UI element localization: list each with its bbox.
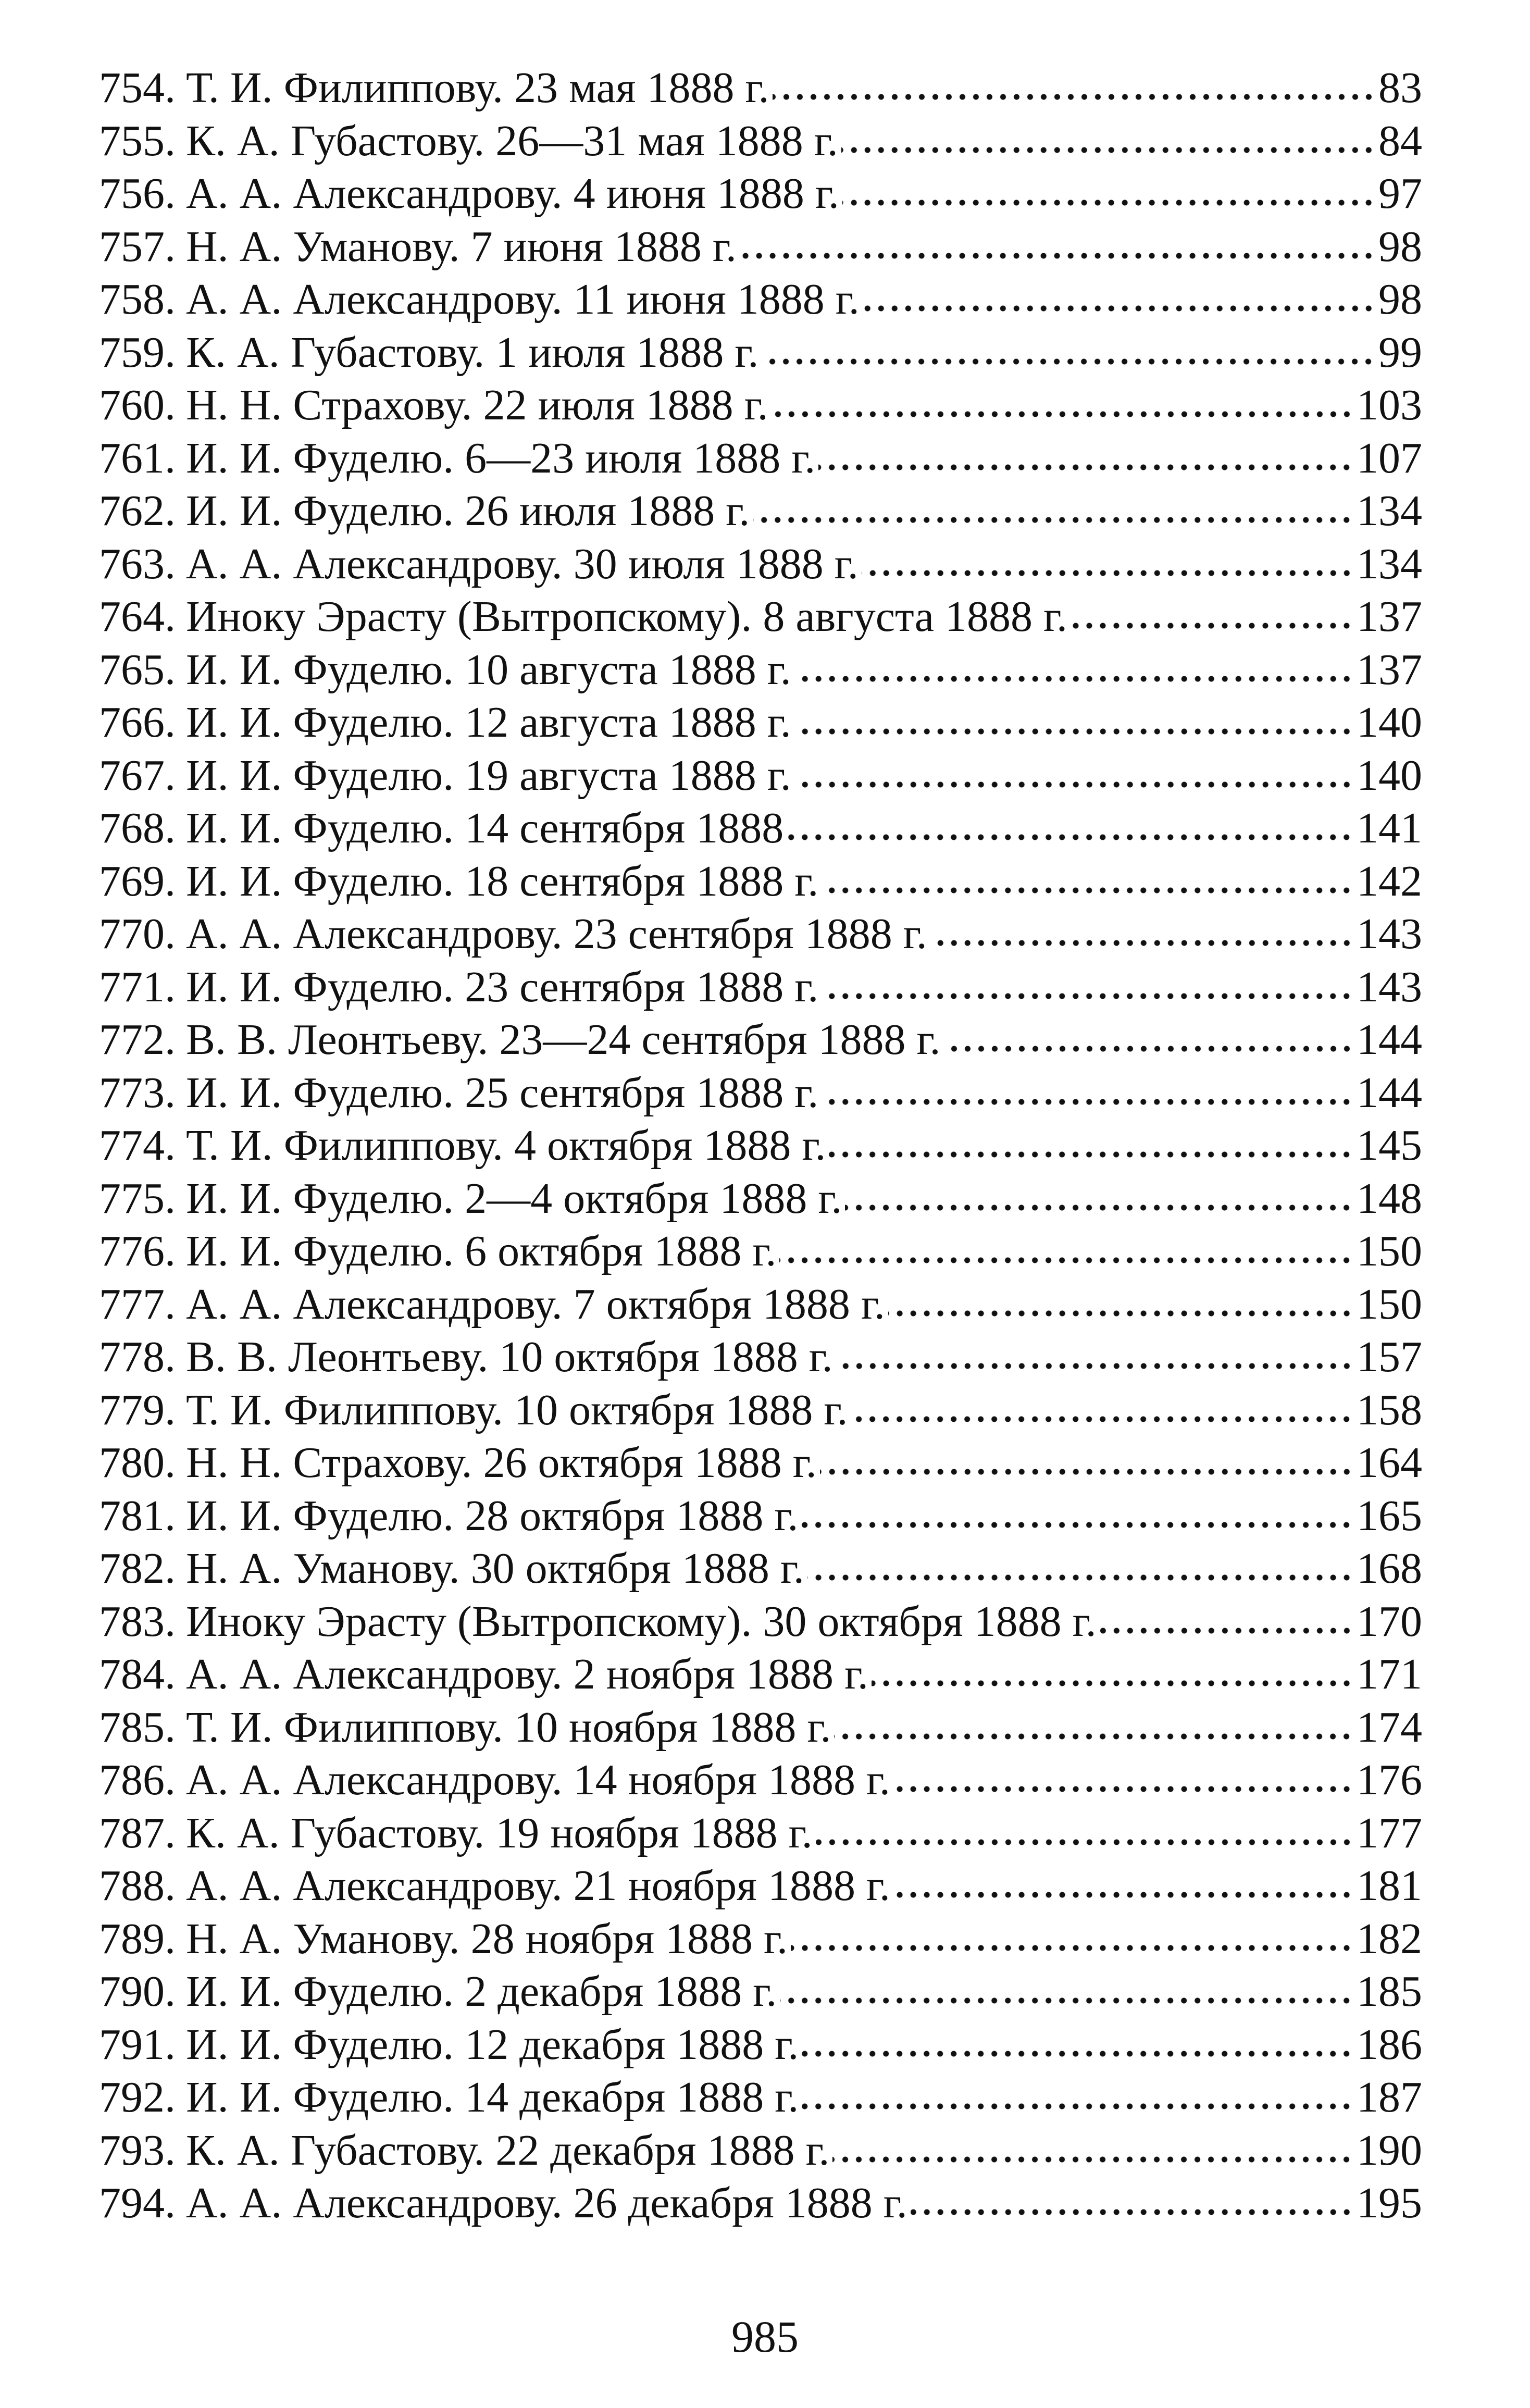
dot-leader <box>802 2049 1353 2059</box>
entry-page: 176 <box>1357 1756 1422 1804</box>
entry-title: И. И. Фуделю. 2 декабря 1888 г. <box>186 1967 777 2016</box>
entry-title: А. А. Александрову. 26 декабря 1888 г. <box>186 2179 907 2227</box>
entry-page: 187 <box>1357 2073 1422 2121</box>
dot-leader <box>842 197 1375 208</box>
toc-entry <box>99 749 1422 802</box>
dot-leader <box>822 1097 1353 1107</box>
entry-title: И. И. Фуделю. 28 октября 1888 г. <box>186 1491 799 1540</box>
dot-leader <box>818 462 1353 473</box>
entry-page: 145 <box>1357 1121 1422 1170</box>
dot-leader <box>851 1414 1353 1424</box>
entry-title: Иноку Эрасту (Вытропскому). 8 августа 1888 г. <box>186 592 1068 641</box>
entry-number: 786. <box>99 1756 176 1804</box>
entry-page: 143 <box>1357 962 1422 1011</box>
entry-number: 778. <box>99 1333 176 1381</box>
entry-title: А. А. Александрову. 7 октября 1888 г. <box>186 1280 885 1329</box>
entry-title: И. И. Фуделю. 25 сентября 1888 г. <box>186 1068 819 1117</box>
toc-entry <box>99 1066 1422 1120</box>
dot-leader <box>794 726 1353 737</box>
entry-title: И. И. Фуделю. 10 августа 1888 г. <box>186 645 791 694</box>
entry-title: К. А. Губастову. 19 ноября 1888 г. <box>186 1808 813 1857</box>
entry-number: 791. <box>99 2020 176 2069</box>
toc-entry <box>99 1542 1422 1595</box>
entry-number: 794. <box>99 2179 176 2227</box>
toc-entry <box>99 1172 1422 1225</box>
toc-entry <box>99 2018 1422 2071</box>
toc-entry <box>99 1595 1422 1648</box>
entry-page: 148 <box>1357 1174 1422 1223</box>
entry-title: В. В. Леонтьеву. 10 октября 1888 г. <box>186 1333 833 1381</box>
entry-number: 761. <box>99 433 176 482</box>
dot-leader <box>791 1943 1353 1953</box>
entry-number: 766. <box>99 698 176 747</box>
dot-leader <box>893 1784 1353 1794</box>
entry-page: 140 <box>1357 698 1422 747</box>
toc-entry <box>99 61 1422 115</box>
entry-page: 150 <box>1357 1280 1422 1329</box>
entry-page: 97 <box>1378 169 1422 218</box>
entry-page: 98 <box>1378 275 1422 324</box>
entry-number: 792. <box>99 2073 176 2121</box>
dot-leader <box>787 832 1353 842</box>
entry-title: И. И. Фуделю. 12 августа 1888 г. <box>186 698 791 747</box>
entry-number: 770. <box>99 910 176 958</box>
entry-number: 776. <box>99 1227 176 1275</box>
dot-leader <box>863 303 1375 314</box>
toc-entry <box>99 643 1422 697</box>
entry-page: 98 <box>1378 222 1422 271</box>
toc-entry <box>99 167 1422 220</box>
toc-entry <box>99 1965 1422 2018</box>
dot-leader <box>841 145 1375 155</box>
entry-title: Иноку Эрасту (Вытропскому). 30 октября 1888 г. <box>186 1597 1097 1646</box>
entry-page: 83 <box>1378 64 1422 112</box>
toc-entry <box>99 326 1422 379</box>
entry-number: 772. <box>99 1015 176 1064</box>
entry-number: 783. <box>99 1597 176 1646</box>
toc-entry <box>99 1278 1422 1331</box>
entry-page: 170 <box>1357 1597 1422 1646</box>
entry-title: И. И. Фуделю. 19 августа 1888 г. <box>186 751 791 800</box>
entry-page: 137 <box>1357 592 1422 641</box>
entry-title: Н. А. Уманову. 7 июня 1888 г. <box>186 222 737 271</box>
dot-leader <box>829 1149 1353 1160</box>
dot-leader <box>834 1731 1353 1742</box>
toc-entry <box>99 908 1422 961</box>
entry-title: И. И. Фуделю. 6 октября 1888 г. <box>186 1227 777 1275</box>
entry-page: 143 <box>1357 910 1422 958</box>
entry-number: 763. <box>99 539 176 588</box>
entry-number: 784. <box>99 1650 176 1698</box>
toc-entry <box>99 1013 1422 1066</box>
dot-leader <box>794 779 1353 790</box>
toc-entry <box>99 961 1422 1014</box>
toc-entry <box>99 1225 1422 1278</box>
entry-title: А. А. Александрову. 23 сентября 1888 г. <box>186 910 927 958</box>
dot-leader <box>780 1995 1353 2006</box>
entry-page: 165 <box>1357 1491 1422 1540</box>
toc-entry <box>99 485 1422 538</box>
entry-number: 755. <box>99 116 176 165</box>
entry-title: И. И. Фуделю. 23 сентября 1888 г. <box>186 962 819 1011</box>
entry-page: 141 <box>1357 804 1422 852</box>
entry-number: 760. <box>99 381 176 429</box>
entry-page: 157 <box>1357 1333 1422 1381</box>
toc-entry <box>99 2071 1422 2124</box>
toc-entry <box>99 1331 1422 1384</box>
entry-page: 140 <box>1357 751 1422 800</box>
entry-number: 788. <box>99 1861 176 1910</box>
dot-leader <box>872 1678 1353 1689</box>
entry-number: 785. <box>99 1703 176 1752</box>
dot-leader <box>862 568 1353 578</box>
entry-page: 171 <box>1357 1650 1422 1698</box>
entry-page: 134 <box>1357 539 1422 588</box>
toc-entry <box>99 1913 1422 1966</box>
entry-number: 767. <box>99 751 176 800</box>
entry-title: К. А. Губастову. 22 декабря 1888 г. <box>186 2126 830 2175</box>
dot-leader <box>801 1520 1353 1530</box>
entry-title: И. И. Фуделю. 18 сентября 1888 г. <box>186 857 819 905</box>
table-of-contents <box>99 61 1422 2230</box>
toc-entry <box>99 1701 1422 1754</box>
entry-title: А. А. Александрову. 11 июня 1888 г. <box>186 275 860 324</box>
dot-leader <box>816 1837 1353 1847</box>
dot-leader <box>794 674 1353 684</box>
entry-number: 754. <box>99 64 176 112</box>
entry-number: 757. <box>99 222 176 271</box>
entry-number: 787. <box>99 1808 176 1857</box>
entry-number: 769. <box>99 857 176 905</box>
entry-page: 185 <box>1357 1967 1422 2016</box>
dot-leader <box>820 1467 1353 1477</box>
entry-title: Т. И. Филиппову. 10 октября 1888 г. <box>186 1385 848 1434</box>
entry-number: 775. <box>99 1174 176 1223</box>
entry-page: 182 <box>1357 1914 1422 1963</box>
entry-number: 780. <box>99 1438 176 1487</box>
entry-page: 134 <box>1357 487 1422 535</box>
toc-entry <box>99 2177 1422 2230</box>
entry-page: 158 <box>1357 1385 1422 1434</box>
dot-leader <box>807 1572 1353 1583</box>
toc-entry <box>99 1384 1422 1437</box>
toc-entry <box>99 220 1422 274</box>
dot-leader <box>822 991 1353 1001</box>
entry-title: А. А. Александрову. 2 ноября 1888 г. <box>186 1650 868 1698</box>
dot-leader <box>753 515 1353 525</box>
dot-leader <box>740 251 1375 261</box>
entry-number: 764. <box>99 592 176 641</box>
toc-entry <box>99 1490 1422 1543</box>
entry-title: И. И. Фуделю. 14 декабря 1888 г. <box>186 2073 799 2121</box>
entry-title: И. И. Фуделю. 26 июля 1888 г. <box>186 487 750 535</box>
entry-number: 762. <box>99 487 176 535</box>
entry-page: 103 <box>1357 381 1422 429</box>
entry-page: 195 <box>1357 2179 1422 2227</box>
entry-page: 164 <box>1357 1438 1422 1487</box>
dot-leader <box>1071 620 1353 631</box>
dot-leader <box>893 1890 1353 1900</box>
dot-leader <box>911 2207 1353 2217</box>
entry-title: И. И. Фуделю. 14 сентября 1888 <box>186 804 784 852</box>
entry-number: 773. <box>99 1068 176 1117</box>
entry-number: 782. <box>99 1544 176 1593</box>
entry-number: 759. <box>99 328 176 377</box>
toc-entry <box>99 855 1422 908</box>
dot-leader <box>762 356 1375 367</box>
entry-title: Т. И. Филиппову. 4 октября 1888 г. <box>186 1121 826 1170</box>
entry-page: 137 <box>1357 645 1422 694</box>
dot-leader <box>944 1044 1353 1054</box>
toc-entry <box>99 1807 1422 1860</box>
toc-entry <box>99 1754 1422 1807</box>
entry-page: 107 <box>1357 433 1422 482</box>
dot-leader <box>888 1308 1353 1319</box>
entry-title: К. А. Губастову. 26—31 мая 1888 г. <box>186 116 838 165</box>
entry-number: 793. <box>99 2126 176 2175</box>
entry-title: В. В. Леонтьеву. 23—24 сентября 1888 г. <box>186 1015 941 1064</box>
entry-page: 142 <box>1357 857 1422 905</box>
dot-leader <box>779 1255 1353 1265</box>
entry-page: 177 <box>1357 1808 1422 1857</box>
entry-page: 144 <box>1357 1015 1422 1064</box>
entry-number: 771. <box>99 962 176 1011</box>
dot-leader <box>822 885 1353 896</box>
dot-leader <box>832 2154 1353 2165</box>
toc-entry <box>99 696 1422 749</box>
entry-title: Н. Н. Страхову. 22 июля 1888 г. <box>186 381 768 429</box>
entry-title: И. И. Фуделю. 12 декабря 1888 г. <box>186 2020 799 2069</box>
toc-entry <box>99 802 1422 855</box>
toc-entry <box>99 115 1422 168</box>
entry-title: А. А. Александрову. 4 июня 1888 г. <box>186 169 839 218</box>
entry-title: Н. А. Уманову. 28 ноября 1888 г. <box>186 1914 788 1963</box>
toc-entry <box>99 1119 1422 1172</box>
toc-entry <box>99 2124 1422 2177</box>
entry-number: 768. <box>99 804 176 852</box>
entry-page: 144 <box>1357 1068 1422 1117</box>
entry-page: 174 <box>1357 1703 1422 1752</box>
dot-leader <box>930 938 1353 948</box>
entry-number: 758. <box>99 275 176 324</box>
entry-number: 777. <box>99 1280 176 1329</box>
dot-leader <box>773 92 1375 102</box>
entry-page: 150 <box>1357 1227 1422 1275</box>
toc-entry <box>99 1648 1422 1701</box>
toc-entry <box>99 1436 1422 1490</box>
dot-leader <box>772 409 1353 419</box>
entry-title: А. А. Александрову. 21 ноября 1888 г. <box>186 1861 890 1910</box>
entry-title: И. И. Фуделю. 6—23 июля 1888 г. <box>186 433 816 482</box>
toc-entry <box>99 1859 1422 1913</box>
entry-title: Т. И. Филиппову. 10 ноября 1888 г. <box>186 1703 831 1752</box>
toc-entry <box>99 432 1422 485</box>
entry-title: А. А. Александрову. 14 ноября 1888 г. <box>186 1756 890 1804</box>
entry-number: 789. <box>99 1914 176 1963</box>
entry-page: 190 <box>1357 2126 1422 2175</box>
dot-leader <box>802 2101 1353 2112</box>
entry-number: 756. <box>99 169 176 218</box>
entry-number: 781. <box>99 1491 176 1540</box>
entry-page: 84 <box>1378 116 1422 165</box>
page-number: 985 <box>731 2312 799 2362</box>
toc-entry <box>99 273 1422 326</box>
entry-title: А. А. Александрову. 30 июля 1888 г. <box>186 539 859 588</box>
dot-leader <box>1100 1625 1353 1636</box>
entry-title: И. И. Фуделю. 2—4 октября 1888 г. <box>186 1174 842 1223</box>
entry-number: 765. <box>99 645 176 694</box>
toc-entry <box>99 590 1422 643</box>
dot-leader <box>836 1361 1353 1371</box>
toc-entry <box>99 538 1422 591</box>
entry-number: 790. <box>99 1967 176 2016</box>
entry-page: 99 <box>1378 328 1422 377</box>
entry-title: Т. И. Филиппову. 23 мая 1888 г. <box>186 64 769 112</box>
entry-number: 779. <box>99 1385 176 1434</box>
entry-title: Н. Н. Страхову. 26 октября 1888 г. <box>186 1438 817 1487</box>
entry-number: 774. <box>99 1121 176 1170</box>
dot-leader <box>845 1202 1353 1213</box>
entry-page: 181 <box>1357 1861 1422 1910</box>
toc-entry <box>99 379 1422 432</box>
entry-page: 168 <box>1357 1544 1422 1593</box>
entry-title: Н. А. Уманову. 30 октября 1888 г. <box>186 1544 804 1593</box>
entry-title: К. А. Губастову. 1 июля 1888 г. <box>186 328 759 377</box>
entry-page: 186 <box>1357 2020 1422 2069</box>
